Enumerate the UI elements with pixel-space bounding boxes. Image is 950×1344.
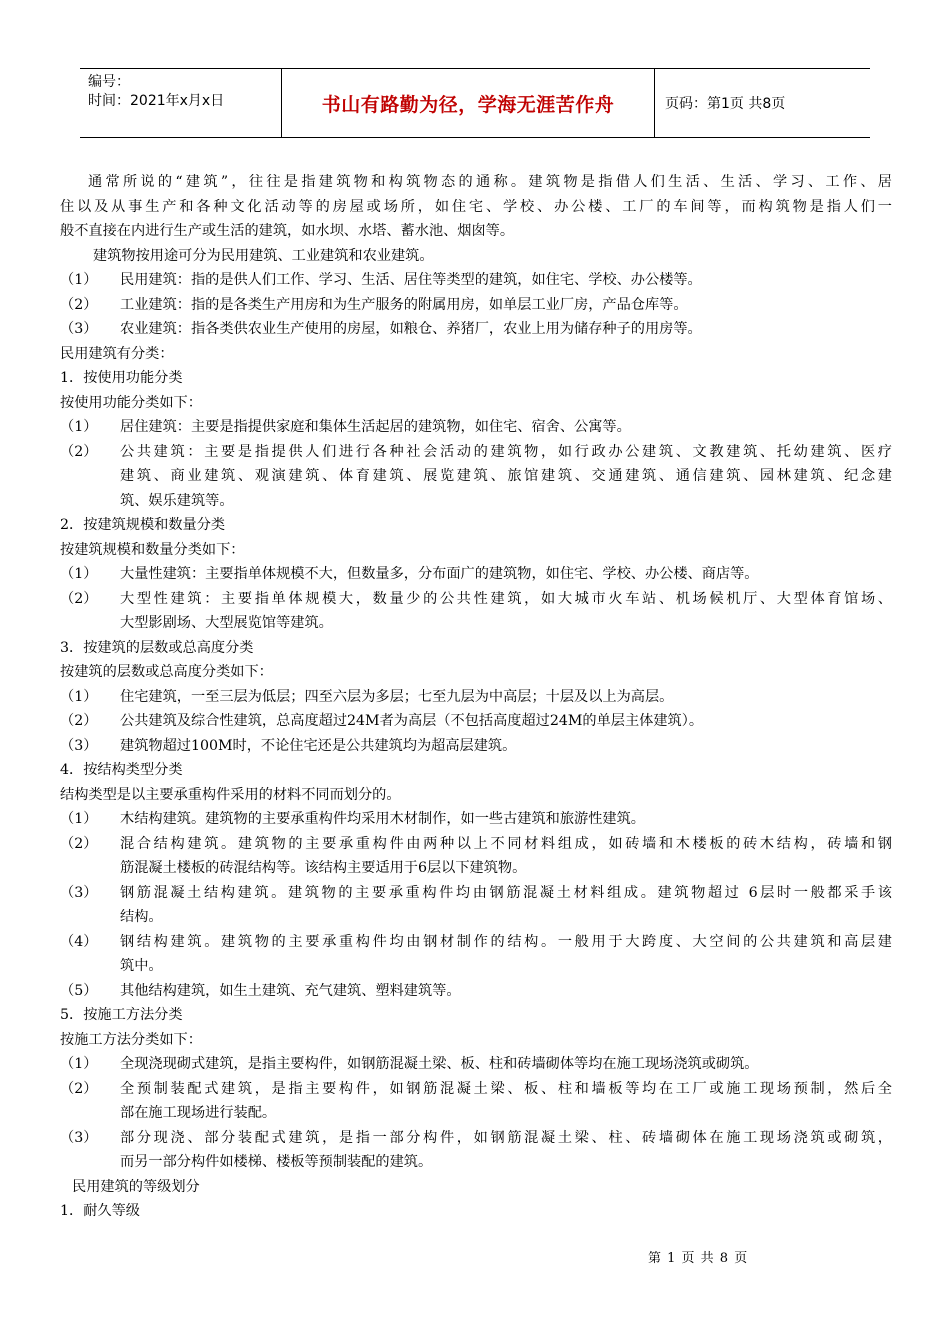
document-body xyxy=(60,170,892,1224)
list-item xyxy=(60,709,892,734)
list-number: （5） xyxy=(60,982,98,999)
paragraph-line: 结构类型是以主要承重构件采用的材料不同而划分的。 xyxy=(60,786,401,803)
list-item xyxy=(60,1126,892,1175)
list-text: 建筑、商业建筑、观演建筑、体育建筑、展览建筑、旅馆建筑、交通建筑、通信建筑、园林建筑、纪念建 xyxy=(120,468,892,484)
paragraph-line: 通常所说的“建筑”，往往是指建筑物和构筑物态的通称。建筑物是指借人们生活、生活、学习、工作、居 xyxy=(88,174,892,190)
list-text: 钢筋混凝土结构建筑。建筑物的主要承重构件均由钢筋混凝土材料组成。建筑物超过 6层时一般都采手该 xyxy=(120,884,892,901)
list-number: （1） xyxy=(60,419,98,435)
paragraph-line: 按施工方法分类如下： xyxy=(60,1031,202,1048)
list-number: （2） xyxy=(60,296,98,313)
list-text: 结构。 xyxy=(120,909,163,925)
list-text: 工业建筑：指的是各类生产用房和为生产服务的附属用房，如单层工业厂房，产品仓库等。 xyxy=(120,296,688,313)
list-item xyxy=(60,293,892,318)
list-text: 筋混凝土楼板的砖混结构等。该结构主要适用于6层以下建筑物。 xyxy=(120,860,527,876)
paragraph-line: 住以及从事生产和各种文化活动等的房屋或场所，如住宅、学校、办公楼、工厂的车间等，而构筑物是指人们一 xyxy=(60,198,892,215)
section-heading: 2．按建筑规模和数量分类 xyxy=(60,517,226,533)
list-item xyxy=(60,268,892,293)
list-item xyxy=(60,832,892,881)
list-text: 公共建筑及综合性建筑，总高度超过24M者为高层（不包括高度超过24M的单层主体建筑）。 xyxy=(120,713,704,729)
paragraph-line: 按建筑规模和数量分类如下： xyxy=(60,541,245,558)
paragraph-line: 般不直接在内进行生产或生活的建筑，如水坝、水塔、蓄水池、烟囱等。 xyxy=(60,223,515,239)
list-text: 筑中。 xyxy=(120,958,163,974)
header-motto: 书山有路勤为径，学海无涯苦作舟 xyxy=(281,69,655,137)
list-item xyxy=(60,734,892,759)
list-number: （1） xyxy=(60,811,98,827)
list-number: （2） xyxy=(60,590,98,607)
list-text: 大型性建筑：主要指单体规模大，数量少的公共性建筑，如大城市火车站、机场候机厅、大型体育馆场、 xyxy=(120,590,892,607)
list-item xyxy=(60,1077,892,1126)
list-item xyxy=(60,415,892,440)
list-number: （1） xyxy=(60,1056,98,1072)
header-meta xyxy=(80,69,281,137)
page-header xyxy=(80,68,870,138)
list-number: （4） xyxy=(60,933,98,950)
paragraph-line: 按使用功能分类如下： xyxy=(60,394,202,411)
list-text: 部分现浇、部分装配式建筑，是指一部分构件，如钢筋混凝土梁、柱、砖墙砌体在施工现场浇筑或砌筑， xyxy=(120,1129,892,1146)
list-text: 其他结构建筑，如生土建筑、充气建筑、塑料建筑等。 xyxy=(120,982,461,999)
list-text: 大型影剧场、大型展览馆等建筑。 xyxy=(120,615,333,631)
list-item xyxy=(60,587,892,636)
list-item xyxy=(60,1052,892,1077)
list-text: 混合结构建筑。建筑物的主要承重构件由两种以上不同材料组成，如砖墙和木楼板的砖木结构，砖墙和钢 xyxy=(120,835,892,852)
list-number: （2） xyxy=(60,713,98,729)
section-heading: 1．按使用功能分类 xyxy=(60,370,183,386)
list-text: 住宅建筑，一至三层为低层；四至六层为多层；七至九层为中高层；十层及以上为高层。 xyxy=(120,688,674,705)
list-text: 钢结构建筑。建筑物的主要承重构件均由钢材制作的结构。一般用于大跨度、大空间的公共建筑和高层建 xyxy=(120,933,892,950)
list-text: 部在施工现场进行装配。 xyxy=(120,1105,277,1121)
list-text: 大量性建筑：主要指单体规模不大，但数量多，分布面广的建筑物，如住宅、学校、办公楼、商店等。 xyxy=(120,566,759,582)
section-heading: 4．按结构类型分类 xyxy=(60,762,183,778)
list-number: （2） xyxy=(60,443,98,460)
list-number: （3） xyxy=(60,884,98,901)
list-number: （3） xyxy=(60,321,98,337)
list-number: （1） xyxy=(60,272,98,288)
list-item xyxy=(60,807,892,832)
list-number: （3） xyxy=(60,1129,98,1146)
list-text: 公共建筑：主要是指提供人们进行各种社会活动的建筑物，如行政办公建筑、文教建筑、托幼建筑、医疗 xyxy=(120,443,892,460)
list-text: 民用建筑：指的是供人们工作、学习、生活、居住等类型的建筑，如住宅、学校、办公楼等。 xyxy=(120,272,702,288)
section-heading: 3．按建筑的层数或总高度分类 xyxy=(60,639,254,656)
section-heading: 民用建筑的等级划分 xyxy=(72,1178,200,1195)
document-number-label: 编号： xyxy=(88,74,130,90)
list-text: 全现浇现砌式建筑，是指主要构件，如钢筋混凝土梁、板、柱和砖墙砌体等均在施工现场浇筑或砌筑。 xyxy=(120,1056,759,1072)
list-text: 全预制装配式建筑，是指主要构件，如钢筋混凝土梁、板、柱和墙板等均在工厂或施工现场预制，然后全 xyxy=(120,1080,892,1097)
header-page-info: 页码：第1页 共8页 xyxy=(665,96,786,112)
paragraph-line: 建筑物按用途可分为民用建筑、工业建筑和农业建筑。 xyxy=(93,247,434,264)
list-item xyxy=(60,930,892,979)
list-number: （2） xyxy=(60,1080,98,1097)
paragraph-line: 按建筑的层数或总高度分类如下： xyxy=(60,664,273,680)
list-item xyxy=(60,979,892,1004)
list-item xyxy=(60,317,892,342)
section-heading: 5．按施工方法分类 xyxy=(60,1007,183,1023)
list-number: （2） xyxy=(60,835,98,852)
section-heading: 民用建筑有分类： xyxy=(60,345,174,362)
list-text: 筑、娱乐建筑等。 xyxy=(120,492,234,509)
page-footer: 第 1 页 共 8 页 xyxy=(648,1251,749,1266)
list-item xyxy=(60,881,892,930)
list-number: （1） xyxy=(60,566,98,582)
list-number: （3） xyxy=(60,737,98,754)
document-time-label: 时间：2021年x月x日 xyxy=(88,93,225,109)
list-text: 建筑物超过100M时，不论住宅还是公共建筑均为超高层建筑。 xyxy=(120,737,517,754)
list-item xyxy=(60,562,892,587)
list-text: 而另一部分构件如楼梯、楼板等预制装配的建筑。 xyxy=(120,1154,433,1170)
list-text: 木结构建筑。建筑物的主要承重构件均采用木材制作，如一些古建筑和旅游性建筑。 xyxy=(120,811,645,827)
list-item xyxy=(60,685,892,710)
list-item xyxy=(60,440,892,514)
list-text: 农业建筑：指各类供农业生产使用的房屋，如粮仓、养猪厂，农业上用为储存种子的用房等。 xyxy=(120,321,702,337)
list-number: （1） xyxy=(60,688,98,705)
section-heading: 1．耐久等级 xyxy=(60,1203,140,1219)
list-text: 居住建筑：主要是指提供家庭和集体生活起居的建筑物，如住宅、宿舍、公寓等。 xyxy=(120,419,631,435)
